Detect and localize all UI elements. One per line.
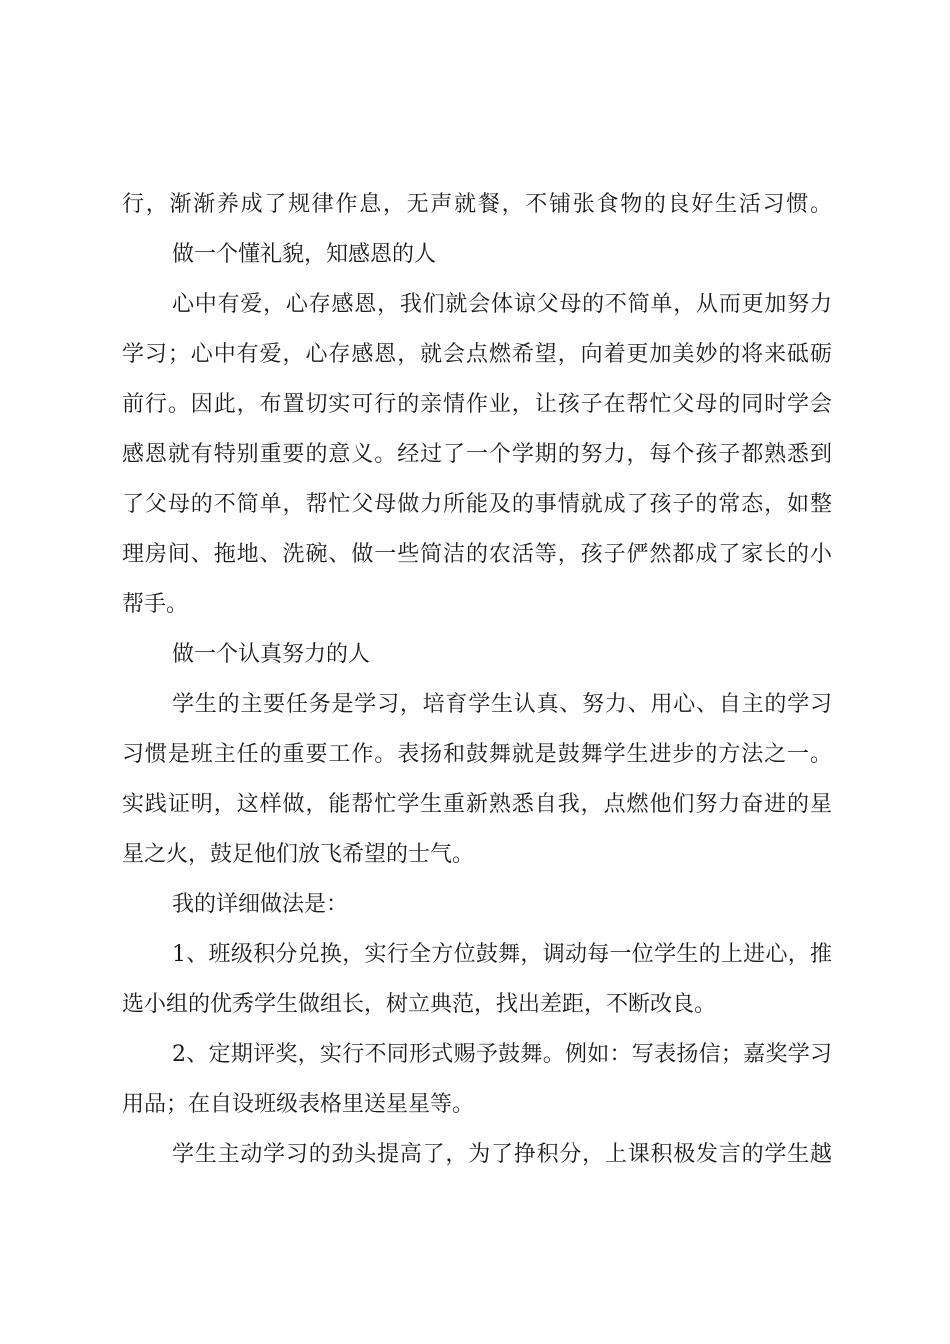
text-line: 学生主动学习的劲头提高了，为了挣积分，上课积极发言的学生越 [172, 1142, 832, 1167]
text-line: 心中有爱，心存感恩，我们就会体谅父母的不简单，从而更加努力 [172, 292, 832, 317]
text-line: 学习；心中有爱，心存感恩，就会点燃希望，向着更加美妙的将来砥砺 [122, 342, 832, 367]
text-line: 习惯是班主任的重要工作。表扬和鼓舞就是鼓舞学生进步的方法之一。 [122, 742, 832, 767]
list-item: 1、班级积分兑换，实行全方位鼓舞，调动每一位学生的上进心，推 [172, 942, 832, 967]
section-heading: 做一个认真努力的人 [172, 642, 371, 667]
text-line: 选小组的优秀学生做组长，树立典范，找出差距，不断改良。 [122, 992, 717, 1017]
text-line: 理房间、拖地、洗碗、做一些简洁的农活等，孩子俨然都成了家长的小 [122, 542, 832, 567]
text-line: 用品；在自设班级表格里送星星等。 [122, 1092, 475, 1117]
text-line: 实践证明，这样做，能帮忙学生重新熟悉自我，点燃他们努力奋进的星 [122, 792, 832, 817]
text-line: 星之火，鼓足他们放飞希望的士气。 [122, 842, 475, 867]
text-line: 前行。因此，布置切实可行的亲情作业，让孩子在帮忙父母的同时学会 [122, 392, 832, 417]
text-line: 帮手。 [122, 592, 189, 617]
text-line: 感恩就有特别重要的意义。经过了一个学期的努力，每个孩子都熟悉到 [122, 442, 832, 467]
section-heading: 做一个懂礼貌，知感恩的人 [172, 242, 437, 267]
text-line: 了父母的不简单，帮忙父母做力所能及的事情就成了孩子的常态，如整 [122, 492, 832, 517]
list-item: 2、定期评奖，实行不同形式赐予鼓舞。例如：写表扬信；嘉奖学习 [172, 1042, 832, 1067]
text-line: 行，渐渐养成了规律作息，无声就餐，不铺张食物的良好生活习惯。 [122, 192, 832, 217]
text-line: 学生的主要任务是学习，培育学生认真、努力、用心、自主的学习 [172, 692, 832, 717]
text-line: 我的详细做法是： [172, 892, 349, 917]
